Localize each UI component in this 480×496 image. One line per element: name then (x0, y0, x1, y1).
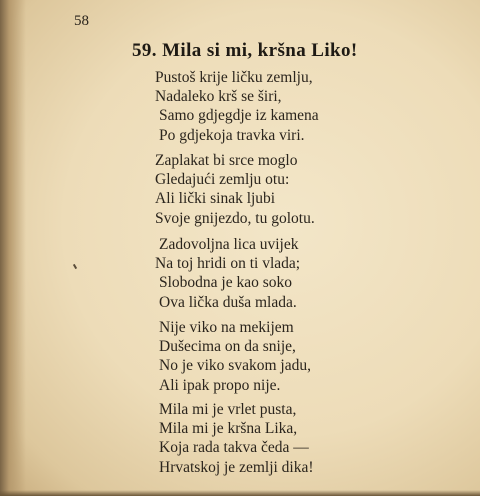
verse-line: Nije viko na mekijem (159, 319, 294, 336)
verse-line: Po gdjekoja travka viri. (159, 126, 305, 144)
verse-line: Pustoš krije ličku zemlju, (155, 69, 313, 86)
page-number: 58 (74, 13, 89, 29)
verse-line: Samo gdjegdje iz kamena (159, 107, 319, 125)
verse-line: Dušecima on da snije, (159, 338, 296, 356)
verse-line: Zadovoljna lica uvijek (159, 236, 299, 253)
verse-line: Mila mi je kršna Lika, (159, 420, 298, 438)
page-bottom-edge (0, 490, 480, 496)
verse-line: Ali ipak propo nije. (159, 376, 281, 394)
poem-title: 59. Mila si mi, kršna Liko! (132, 40, 358, 61)
stanza-2 (155, 151, 315, 228)
stanza-3 (155, 235, 300, 312)
verse-line: Nadaleko krš se širi, (155, 88, 282, 106)
verse-line: Na toj hridi on ti vlada; (155, 255, 301, 273)
verse-line: Svoje gnijezdo, tu golotu. (155, 209, 315, 227)
verse-line: No je viko svakom jadu, (159, 357, 311, 375)
paper-speck (73, 264, 77, 269)
verse-line: Hrvatskoj je zemlji dika! (159, 458, 314, 476)
verse-line: Slobodna je kao soko (159, 274, 293, 292)
stanza-4 (155, 318, 311, 395)
stanza-5 (155, 400, 314, 477)
verse-line: Ali lički sinak ljubi (155, 190, 276, 208)
stanza-1 (155, 68, 319, 145)
verse-line: Zaplakat bi srce moglo (155, 152, 298, 169)
verse-line: Koja rada takva čeda — (159, 439, 309, 457)
book-spine-shadow (0, 0, 26, 496)
verse-line: Ova lička duša mlada. (159, 293, 297, 311)
verse-line: Gledajući zemlju otu: (155, 171, 290, 189)
verse-line: Mila mi je vrlet pusta, (159, 401, 297, 418)
